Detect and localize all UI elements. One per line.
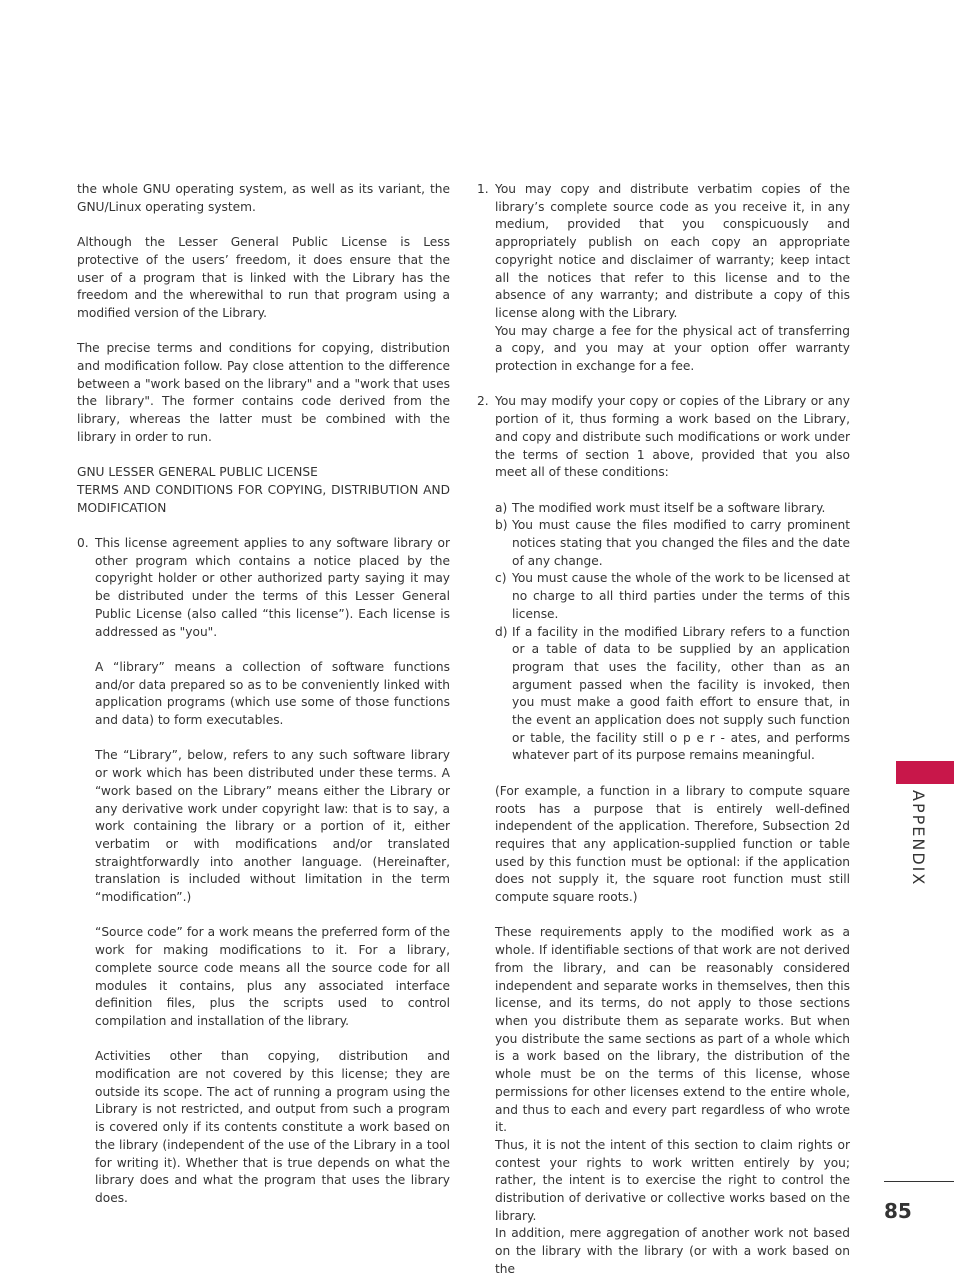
item-text: You must cause the whole of the work to be licensed at no charge to all third parties under the terms of this license. [512,571,850,621]
item-number: d) [495,624,508,639]
paragraph: The precise terms and conditions for copying, distribution and modification follow. Pay close attention to the difference between a "work based on the library" and a "work that uses the library". The former contains code derived from the library, whereas the latter must be combined with the library in order to run. [77,341,450,444]
item-text: The modified work must itself be a software library. [512,500,826,515]
sub-item-b [477,517,850,570]
heading-line: GNU LESSER GENERAL PUBLIC LICENSE [77,465,318,480]
list-item-1 [477,181,850,323]
paragraph: These requirements apply to the modified work as a whole. If identifiable sections of that work are not derived from the library, and can be reasonably considered independent and separate works in themselves, then this license, and its terms, do not apply to those sections when you distribute them as separate works. But when you distribute the same sections as part of a whole which is a work based on the library, the distribution of the whole must be on the terms of this license, whose permissions for other licenses extend to the entire whole, and thus to each and every part regardless of who wrote it. [495,925,850,1135]
item-text: If a facility in the modified Library refers to a function or a table of data to be supplied by an application program that uses the facility, other than as an argument passed when the facility is invoked, then you must make a good faith effort to ensure that, in the event an application does not supply such function or table, the facility still o p e r - ates, and performs whatever part of its purpose remains meaningful. [512,624,850,763]
item-text: This license agreement applies to any software library or other program which contains a notice placed by the copyright holder or other authorized party saying it may be distributed under the terms of this Lesser General Public License (also called “this license”). Each license is addressed as "you". [95,536,450,639]
paragraph: Activities other than copying, distribution and modification are not covered by this license; they are outside its scope. The act of running a program using the Library is not restricted, and output from such a program is covered only if its contents constitute a work based on the library (independent of the use of the Library in a tool for writing it). Whether that is true depends on what the library does and what the program that uses the library does. [95,1049,450,1205]
sub-item-d [477,624,850,766]
paragraph: the whole GNU operating system, as well as its variant, the GNU/Linux operating system. [77,182,450,214]
item-number: a) [495,500,508,515]
left-column [77,181,450,1208]
item-text: You may copy and distribute verbatim copies of the library’s complete source code as you receive it, in any medium, provided that you conspicuously and appropriately publish on each copy an appropriate copyright notice and disclaimer of warranty; keep intact all the notices that refer to this license and to the absence of any warranty; and distribute a copy of this license along with the Library. [495,182,850,320]
page-number: 85 [884,1199,912,1223]
paragraph: The “Library”, below, refers to any such software library or work which has been distributed under these terms. A “work based on the Library” means either the Library or any derivative work under copyright law: that is to say, a work containing the library or a portion of it, either verbatim or with modifications and/or translated straightforwardly into another language. (Hereinafter, translation is included without limitation in the term “modification”.) [95,748,450,905]
item-number: 0. [77,536,89,550]
paragraph: “Source code” for a work means the preferred form of the work for making modifications to it. For a library, complete source code means all the source code for all modules it contains, plus any associated interface definition files, plus the scripts used to control compilation and installation of the library. [95,925,450,1028]
paragraph: A “library” means a collection of software functions and/or data prepared so as to be conveniently linked with application programs (which use some of those functions and data) to form executables. [95,659,450,728]
item-text: You may modify your copy or copies of the Library or any portion of it, thus forming a work based on the Library, and copy and distribute such modifications or work under the terms of section 1 above, provided that you also meet all of these conditions: [495,394,850,480]
section-heading [77,464,450,517]
right-column [477,181,850,1279]
paragraph: You may charge a fee for the physical act of transferring a copy, and you may at your option offer warranty protection in exchange for a fee. [495,323,850,374]
paragraph: (For example, a function in a library to compute square roots has a purpose that is entirely well-defined independent of the application. Therefore, Subsection 2d requires that any application-supplied function or table used by this function must be optional: if the application does not supply it, the square root function must still compute square roots.) [495,783,850,905]
heading-line: TERMS AND CONDITIONS FOR COPYING, DISTRIBUTION AND MODIFICATION [77,482,450,515]
paragraph: Although the Lesser General Public License is Less protective of the users’ freedom, it does ensure that the user of a program that is linked with the Library has the freedom and the wherewithal to run that program using a modified version of the Library. [77,235,450,320]
sub-item-a [477,500,850,518]
list-item-2 [477,393,850,482]
paragraph: In addition, mere aggregation of another work not based on the library with the library (or with a work based on the [495,1226,850,1276]
item-text: You must cause the files modified to carry prominent notices stating that you changed the files and the date of any change. [512,518,850,568]
sub-item-c [477,570,850,623]
item-number: b) [495,518,508,533]
paragraph: Thus, it is not the intent of this section to claim rights or contest your rights to work written entirely by you; rather, the intent is to exercise the right to control the distribution of derivative or collective works based on the library. [495,1137,850,1223]
appendix-label: APPENDIX [909,790,928,887]
list-item-0 [77,535,450,641]
footer-rule [884,1181,954,1182]
item-number: c) [495,571,507,586]
section-tab [896,761,954,784]
item-number: 2. [477,394,489,409]
item-number: 1. [477,182,489,196]
